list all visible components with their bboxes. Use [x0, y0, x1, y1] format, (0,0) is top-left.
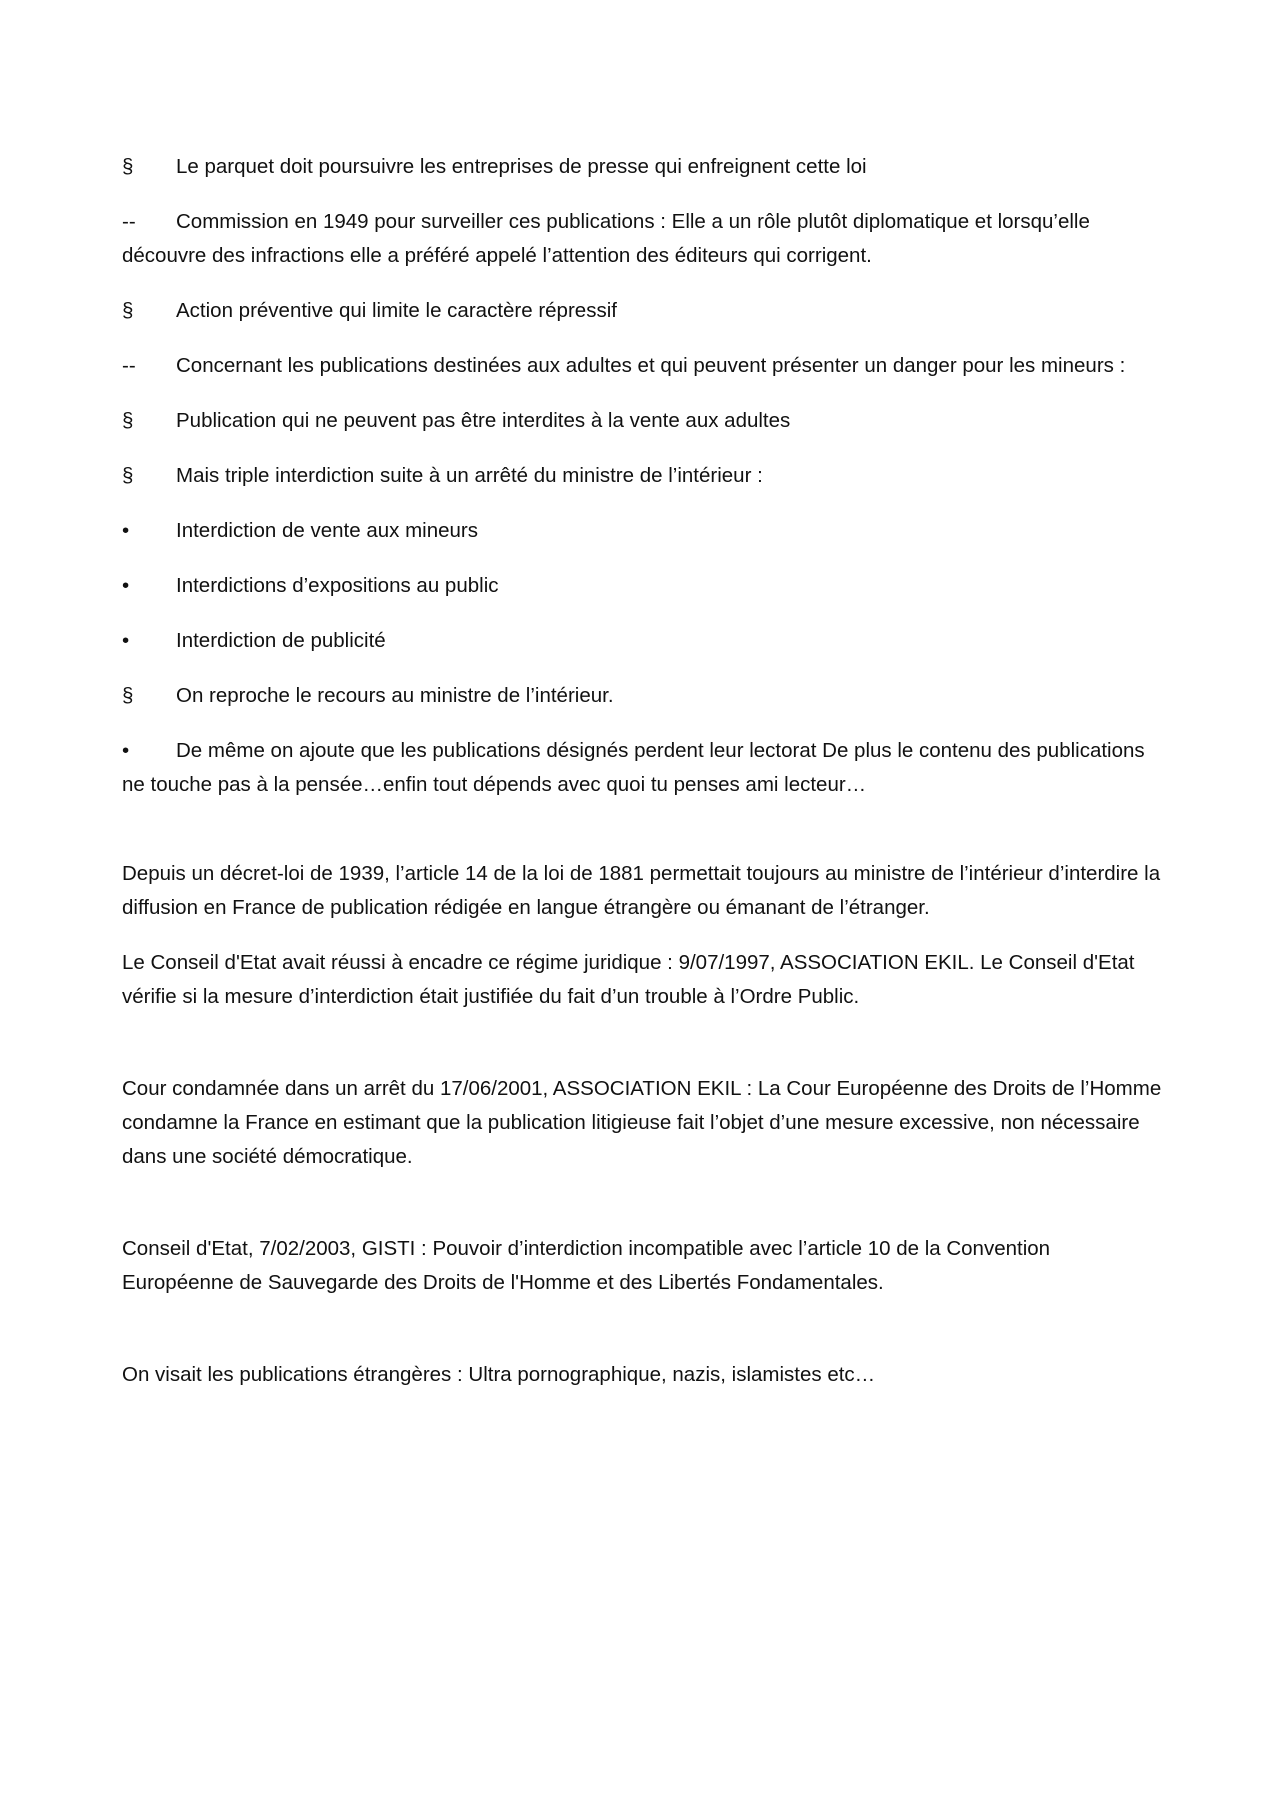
paragraph-text: Mais triple interdiction suite à un arrêté du ministre de l’intérieur : [176, 464, 763, 487]
section-marker: § [122, 155, 134, 178]
paragraph-text: Commission en 1949 pour surveiller ces publications : Elle a un rôle plutôt diplomatique et lorsqu’elle découvre des infractions elle a préféré appelé l’attention des éditeurs qui corrigent. [122, 210, 1090, 267]
paragraph-text: On reproche le recours au ministre de l’intérieur. [176, 684, 614, 707]
paragraph-text: Publication qui ne peuvent pas être interdites à la vente aux adultes [176, 409, 791, 432]
paragraph-text: Cour condamnée dans un arrêt du 17/06/2001, ASSOCIATION EKIL : La Cour Européenne des Droits de l’Homme condamne la France en estimant que la publication litigieuse fait l’objet d’une mesure excessive, non nécessaire dans une société démocratique. [122, 1077, 1162, 1168]
paragraph-preventive-action [122, 294, 1162, 328]
document-body [122, 150, 1162, 1413]
section-marker: § [122, 684, 134, 707]
paragraph-text: Le parquet doit poursuivre les entreprises de presse qui enfreignent cette loi [176, 155, 867, 178]
paragraph-text: Action préventive qui limite le caractère répressif [176, 299, 617, 322]
paragraph-gisti-2003 [122, 1232, 1162, 1300]
bullet-marker: • [122, 739, 130, 762]
list-item-advertising-ban [122, 624, 1162, 658]
paragraph-prosecution [122, 150, 1162, 184]
paragraph-text: De même on ajoute que les publications désignés perdent leur lectorat De plus le contenu des publications ne touche pas à la pensée…enfin tout dépends avec quoi tu penses ami lecteur… [122, 739, 1145, 796]
dash-marker: -- [122, 354, 136, 377]
paragraph-adult-publications [122, 349, 1162, 383]
paragraph-cedh-2001 [122, 1072, 1162, 1174]
list-item-display-ban [122, 569, 1162, 603]
paragraph-text: Depuis un décret-loi de 1939, l’article 14 de la loi de 1881 permettait toujours au ministre de l’intérieur d’interdire la diffusion en France de publication rédigée en langue étrangère ou émanant de l’étranger. [122, 862, 1161, 919]
paragraph-text: Concernant les publications destinées aux adultes et qui peuvent présenter un danger pour les mineurs : [176, 354, 1126, 377]
list-item-text: Interdiction de vente aux mineurs [176, 519, 478, 542]
paragraph-criticism [122, 679, 1162, 713]
paragraph-triple-ban [122, 459, 1162, 493]
bullet-marker: • [122, 629, 130, 652]
list-item-text: Interdictions d’expositions au public [176, 574, 499, 597]
paragraph-not-forbidden [122, 404, 1162, 438]
paragraph-commission [122, 205, 1162, 273]
bullet-marker: • [122, 574, 130, 597]
paragraph-conseil-etat-1997 [122, 946, 1162, 1014]
paragraph-text: On visait les publications étrangères : Ultra pornographique, nazis, islamistes etc… [122, 1363, 876, 1386]
bullet-marker: • [122, 519, 130, 542]
paragraph-text: Conseil d'Etat, 7/02/2003, GISTI : Pouvoir d’interdiction incompatible avec l’article 10 de la Convention Européenne de Sauvegarde des Droits de l'Homme et des Libertés Fondamentales. [122, 1237, 1051, 1294]
dash-marker: -- [122, 210, 136, 233]
section-marker: § [122, 464, 134, 487]
list-item-sale-ban [122, 514, 1162, 548]
paragraph-readership [122, 734, 1162, 802]
paragraph-text: Le Conseil d'Etat avait réussi à encadre ce régime juridique : 9/07/1997, ASSOCIATION EKIL. Le Conseil d'Etat vérifie si la mesure d’interdiction était justifiée du fait d’un trouble à l’Ordre Public. [122, 951, 1135, 1008]
section-marker: § [122, 409, 134, 432]
section-marker: § [122, 299, 134, 322]
paragraph-foreign-publications [122, 1358, 1162, 1392]
list-item-text: Interdiction de publicité [176, 629, 386, 652]
paragraph-decree-1939 [122, 857, 1162, 925]
